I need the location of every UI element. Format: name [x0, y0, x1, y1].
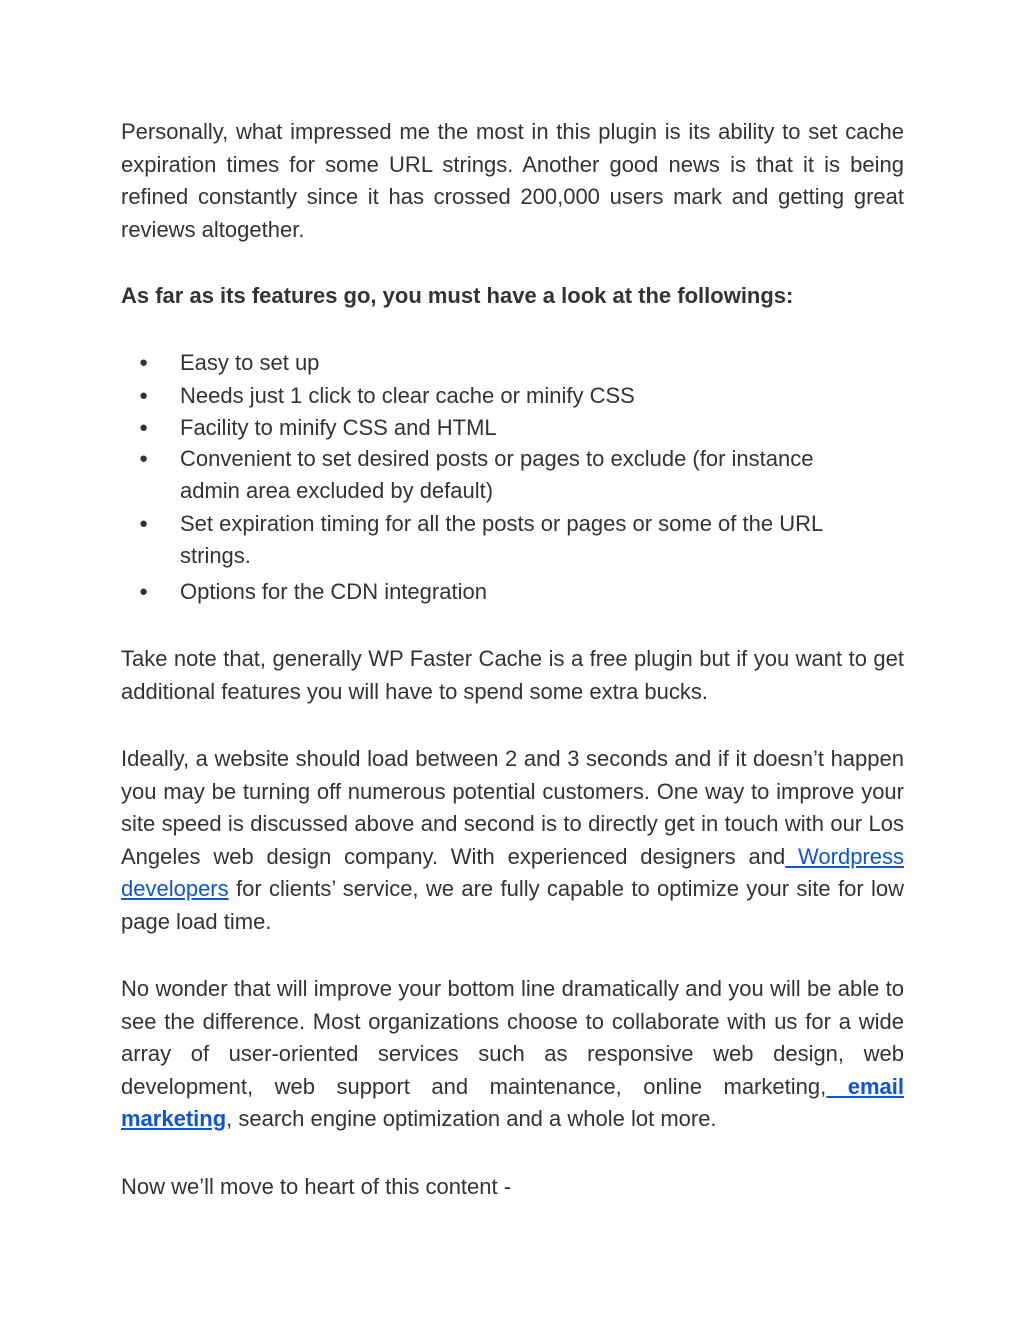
bullet-icon: ● — [139, 449, 149, 467]
list-item — [121, 508, 870, 573]
list-item-text: Facility to minify CSS and HTML — [180, 415, 497, 440]
paragraph-pricing: Take note that, generally WP Faster Cache is a free plugin but if you want to get additional features you will have to spend some extra bucks. — [121, 646, 904, 704]
paragraph-speed — [121, 743, 904, 938]
bullet-icon: ● — [139, 582, 149, 600]
paragraph-services-text: No wonder that will improve your bottom line dramatically and you will be able to see the difference. Most organizations choose to collaborate with us for a wide array of user-oriented services such as responsive web design, web development, web support and maintenance, online marketing, — [121, 976, 904, 1099]
list-item — [121, 380, 870, 413]
features-list — [121, 347, 904, 608]
wordpress-developers-link[interactable]: Wordpress developers — [121, 843, 904, 901]
list-item — [121, 443, 870, 508]
list-item-text: Convenient to set desired posts or pages to exclude (for instance admin area excluded by default) — [180, 445, 814, 503]
paragraph-closing: Now we’ll move to heart of this content - — [121, 1173, 512, 1199]
email-marketing-link[interactable]: email marketing — [121, 1073, 905, 1131]
bullet-icon: ● — [139, 354, 149, 371]
list-item — [121, 347, 870, 380]
list-item-text: Needs just 1 click to clear cache or minify CSS — [180, 382, 635, 408]
document-page — [121, 116, 904, 1203]
paragraph-services-text-end: , search engine optimization and a whole lot more. — [226, 1106, 717, 1131]
paragraph-speed-text-end: for clients’ service, we are fully capable to optimize your site for low page load time. — [121, 876, 904, 934]
list-item — [121, 412, 870, 445]
features-heading: As far as its features go, you must have a look at the followings: — [121, 283, 794, 308]
list-item-text: Options for the CDN integration — [180, 578, 487, 604]
bullet-icon: ● — [139, 419, 149, 436]
paragraph-services — [121, 973, 904, 1136]
list-item-text: Easy to set up — [180, 350, 320, 375]
list-item-text: Set expiration timing for all the posts or pages or some of the URL strings. — [180, 510, 823, 568]
list-item — [121, 576, 870, 609]
bullet-icon: ● — [139, 386, 149, 404]
paragraph-speed-text: Ideally, a website should load between 2 and 3 seconds and if it doesn’t happen you may be turning off numerous potential customers. One way to improve your site speed is discussed above and second is to directly get in touch with our Los Angeles web design company. With experienced designers and — [121, 746, 904, 869]
paragraph-intro: Personally, what impressed me the most in this plugin is its ability to set cache expiration times for some URL strings. Another good news is that it is being refined constantly since it has crossed 200,000 users mark and getting great reviews altogether. — [121, 119, 904, 242]
bullet-icon: ● — [139, 514, 149, 532]
